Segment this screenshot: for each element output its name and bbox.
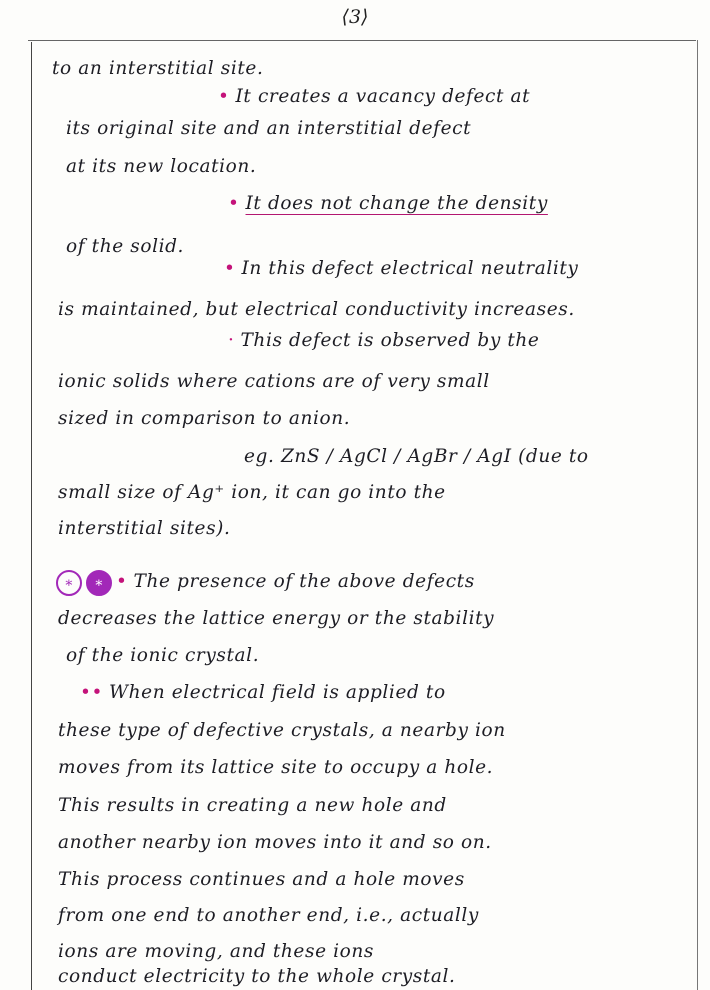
text-line: ∗ ∗ • The presence of the above defects [56, 570, 475, 596]
text-line: of the ionic crystal. [66, 645, 260, 666]
bullet-mark: •• [80, 682, 104, 703]
text-line: of the solid. [66, 236, 185, 257]
margin-line [31, 42, 32, 990]
text-line: interstitial sites). [58, 518, 231, 539]
text-line: moves from its lattice site to occupy a hole. [58, 757, 494, 778]
text-line: This process continues and a hole moves [58, 869, 465, 890]
circled-mark-filled: ∗ [86, 570, 112, 596]
text-line: its original site and an interstitial defect [66, 118, 472, 139]
bullet-mark: • [218, 86, 230, 107]
text-line: to an interstitial site. [52, 58, 264, 79]
text-line: • In this defect electrical neutrality [224, 258, 579, 279]
text-line: another nearby ion moves into it and so on. [58, 832, 492, 853]
text-line: •• When electrical field is applied to [80, 682, 446, 703]
page-number: ⟨3⟩ [341, 6, 369, 28]
bullet-mark: • [116, 571, 128, 592]
bullet-mark: • [224, 258, 236, 279]
text-line: • It does not change the density [228, 193, 548, 214]
text-line: conduct electricity to the whole crystal. [58, 966, 456, 987]
text-line: eg. ZnS / AgCl / AgBr / AgI (due to [244, 446, 589, 467]
text-line: · This defect is observed by the [228, 330, 540, 351]
bullet-mark: • [228, 193, 240, 214]
text-line: ionic solids where cations are of very small [58, 371, 490, 392]
right-rule [697, 40, 698, 990]
text-line: is maintained, but electrical conductivity increases. [58, 299, 575, 320]
text-line: small size of Ag⁺ ion, it can go into the [58, 482, 446, 503]
text-line: ions are moving, and these ions [58, 941, 374, 962]
text-line: decreases the lattice energy or the stability [58, 608, 495, 629]
circled-mark: ∗ [56, 570, 82, 596]
text-line: these type of defective crystals, a nearby ion [58, 720, 506, 741]
text-line: sized in comparison to anion. [58, 408, 351, 429]
text-line: from one end to another end, i.e., actually [58, 905, 479, 926]
text-line: • It creates a vacancy defect at [218, 86, 531, 107]
text-line: This results in creating a new hole and [58, 795, 447, 816]
text-line: at its new location. [66, 156, 257, 177]
top-rule [28, 40, 696, 41]
bullet-mark: · [228, 330, 235, 351]
